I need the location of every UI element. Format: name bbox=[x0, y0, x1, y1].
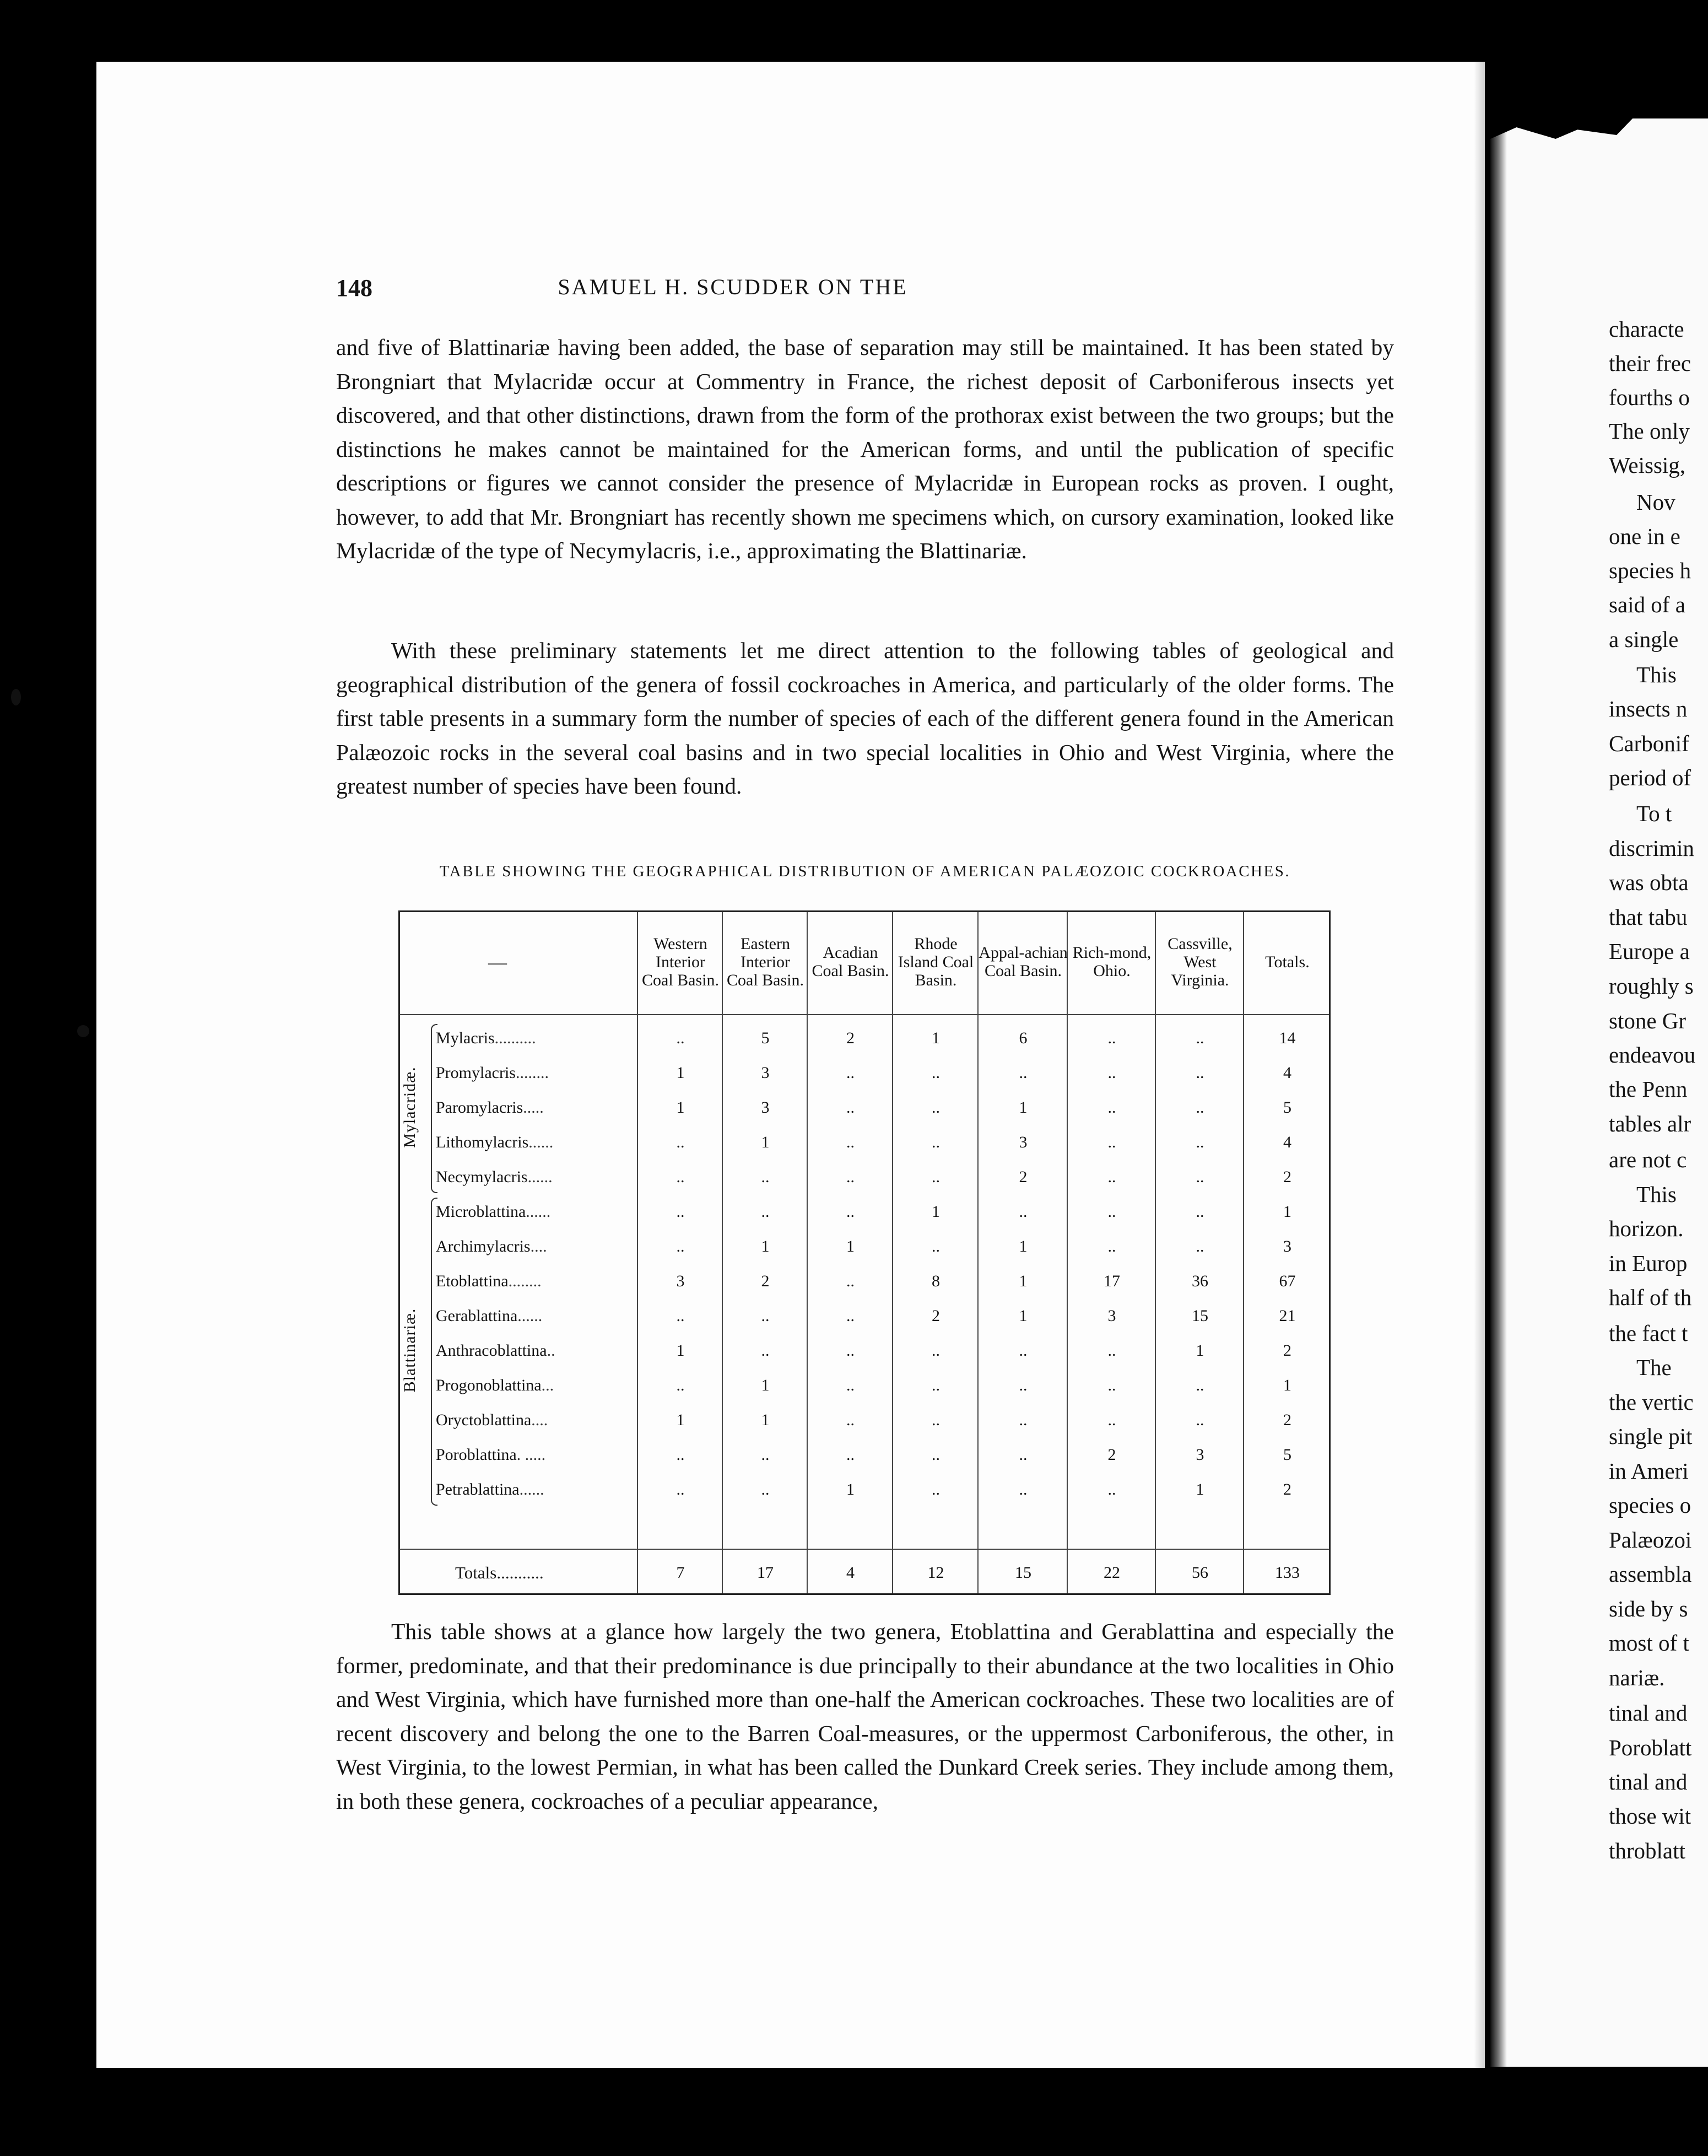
margin-ink-mark bbox=[11, 689, 21, 705]
facing-page-line: in Europ bbox=[1609, 1251, 1688, 1276]
column-header: Acadian Coal Basin. bbox=[812, 944, 889, 980]
facing-page-line: assembla bbox=[1609, 1561, 1692, 1587]
table-cell: .. bbox=[761, 1168, 770, 1186]
paragraph-text: This table shows at a glance how largely the two genera, Etoblattina and Gerablattina and especially the former, predominate, and that their predominance is due principally to their abundance at the two localities in Ohio and West Virginia, which have furnished more than one-half the American cockroaches. These two localities are of recent discovery and belong the one to the Barren Coal-measures, or the uppermost Carboniferous, the other, in West Virginia, to the lowest Permian, in what has been called the Dunkard Creek series. They include among them, in both these genera, cockroaches of a peculiar appearance, bbox=[336, 1619, 1394, 1814]
facing-page-line: side by s bbox=[1609, 1596, 1688, 1621]
paragraph-text: and five of Blattinariæ having been added, the base of separation may still be maintained. It has been stated by Brongniart that Mylacridæ occur at Commentry in France, the richest deposit of Carboniferous insects yet discovered, and that other distinctions, drawn from the form of the prothorax exist between the two groups; but the distinctions he makes cannot be maintained for the American forms, and until the publication of specific descriptions or figures we cannot consider the presence of Mylacridæ in European rocks as proven. I ought, however, to add that Mr. Brongniart has recently shown me specimens which, on cursory examination, looked like Mylacridæ of the type of Necymylacris, i.e., approximating the Blattinariæ. bbox=[336, 335, 1394, 563]
paragraph-text: With these preliminary statements let me direct attention to the following tables of geological and geographical distribution of the genera of fossil cockroaches in America, and particularly of the older forms. The first table presents in a summary form the number of species of each of the different genera found in the American Palæozoic rocks in the several coal basins and in two special localities in Ohio and West Virginia, where the greatest number of species have been found. bbox=[336, 638, 1394, 799]
family-brace bbox=[431, 1024, 437, 1193]
table-cell: 3 bbox=[1196, 1446, 1204, 1464]
genus-name bbox=[436, 1333, 631, 1368]
table-cell: .. bbox=[676, 1237, 685, 1255]
table-cell: 1 bbox=[846, 1237, 855, 1255]
genus-label: Microblattina bbox=[436, 1203, 526, 1221]
table-cell: .. bbox=[761, 1446, 770, 1464]
leader-dots: ...... bbox=[519, 1480, 544, 1499]
table-cell: 1 bbox=[761, 1376, 770, 1394]
table-cell: .. bbox=[932, 1411, 940, 1429]
facing-page-line: half of th bbox=[1609, 1285, 1692, 1310]
table-cell: .. bbox=[846, 1133, 855, 1151]
table-cell: 5 bbox=[1283, 1098, 1291, 1117]
family-brace bbox=[431, 1198, 437, 1506]
table-cell: .. bbox=[932, 1446, 940, 1464]
table-cell: .. bbox=[676, 1376, 685, 1394]
table-row bbox=[400, 1264, 1329, 1298]
table-row bbox=[400, 1437, 1329, 1472]
facing-page-line: the vertic bbox=[1609, 1389, 1694, 1415]
table-cell: 6 bbox=[1019, 1029, 1028, 1047]
facing-page-line: their frec bbox=[1609, 351, 1691, 376]
table-cell: .. bbox=[1196, 1376, 1204, 1394]
table-cell: .. bbox=[1019, 1446, 1028, 1464]
table-cell: 1 bbox=[1283, 1376, 1291, 1394]
facing-page-line: tinal and bbox=[1609, 1769, 1688, 1794]
table-cell: .. bbox=[676, 1446, 685, 1464]
genus-name bbox=[436, 1368, 631, 1403]
table-cell: 1 bbox=[1283, 1203, 1291, 1221]
leader-dots: ...... bbox=[527, 1168, 553, 1186]
genus-name bbox=[436, 1090, 631, 1125]
table-cell: .. bbox=[1019, 1480, 1028, 1499]
facing-page-line: a single bbox=[1609, 627, 1679, 652]
paragraph-1 bbox=[336, 331, 1394, 568]
facing-page-line: The only bbox=[1609, 418, 1690, 444]
table-row bbox=[400, 1333, 1329, 1368]
table-cell: 17 bbox=[1104, 1272, 1120, 1290]
facing-page-line: single pit bbox=[1609, 1424, 1693, 1449]
genus-name bbox=[436, 1264, 631, 1298]
table-cell: 1 bbox=[761, 1237, 770, 1255]
table-cell: .. bbox=[1107, 1133, 1116, 1151]
totals-cell: 22 bbox=[1104, 1564, 1120, 1582]
genus-label: Necymylacris bbox=[436, 1168, 528, 1186]
genus-name bbox=[436, 1160, 631, 1194]
leader-dots: .. bbox=[547, 1341, 555, 1360]
table-cell: 2 bbox=[932, 1307, 940, 1325]
table-row bbox=[400, 1472, 1329, 1507]
genus-label: Etoblattina bbox=[436, 1272, 509, 1290]
table-cell: .. bbox=[761, 1480, 770, 1499]
table-cell: .. bbox=[676, 1168, 685, 1186]
table-cell: 2 bbox=[1283, 1480, 1291, 1499]
genus-label: Gerablattina bbox=[436, 1307, 518, 1325]
facing-page-line: Carbonif bbox=[1609, 731, 1689, 756]
facing-page-line: was obta bbox=[1609, 870, 1689, 895]
facing-page-line: This bbox=[1636, 1182, 1677, 1207]
facing-page-line: said of a bbox=[1609, 592, 1685, 617]
genus-name bbox=[436, 1298, 631, 1333]
totals-cell: 133 bbox=[1275, 1564, 1300, 1582]
facing-page-line: that tabu bbox=[1609, 904, 1688, 930]
table-cell: .. bbox=[1019, 1064, 1028, 1082]
table-cell: 3 bbox=[1283, 1237, 1291, 1255]
table-row bbox=[400, 1125, 1329, 1160]
totals-cell: 15 bbox=[1015, 1564, 1031, 1582]
genus-label: Progonoblattina bbox=[436, 1376, 542, 1394]
table-cell: 36 bbox=[1192, 1272, 1208, 1290]
leader-dots: ........ bbox=[508, 1272, 542, 1290]
page-number: 148 bbox=[336, 274, 372, 301]
genus-label: Anthracoblattina bbox=[436, 1341, 547, 1360]
table-cell: .. bbox=[932, 1480, 940, 1499]
facing-page bbox=[1490, 118, 1708, 2067]
table-cell: 1 bbox=[676, 1341, 685, 1360]
table-cell: 3 bbox=[761, 1064, 770, 1082]
genus-label: Archimylacris bbox=[436, 1237, 531, 1255]
table-cell: 3 bbox=[1019, 1133, 1028, 1151]
genus-name bbox=[436, 1125, 631, 1160]
facing-page-line: the fact t bbox=[1609, 1320, 1688, 1346]
facing-page-line: tinal and bbox=[1609, 1700, 1688, 1726]
distribution-table bbox=[398, 910, 1331, 1595]
table-cell: .. bbox=[932, 1064, 940, 1082]
table-cell: .. bbox=[846, 1098, 855, 1117]
genus-name bbox=[436, 1055, 631, 1090]
margin-ink-mark bbox=[77, 1025, 89, 1037]
facing-page-line: discrimin bbox=[1609, 836, 1694, 861]
totals-cell: 56 bbox=[1192, 1564, 1208, 1582]
column-header: Totals. bbox=[1265, 952, 1310, 971]
genus-label: Mylacris bbox=[436, 1029, 495, 1047]
genus-name bbox=[436, 1437, 631, 1472]
leader-dots: . ..... bbox=[516, 1446, 546, 1464]
table-cell: .. bbox=[761, 1307, 770, 1325]
facing-page-line: species o bbox=[1609, 1492, 1691, 1518]
table-corner-dash: — bbox=[488, 952, 507, 973]
facing-page-line: This bbox=[1636, 662, 1677, 687]
table-cell: .. bbox=[846, 1341, 855, 1360]
table-cell: 1 bbox=[1019, 1237, 1028, 1255]
table-cell: .. bbox=[1107, 1376, 1116, 1394]
table-cell: 1 bbox=[1019, 1307, 1028, 1325]
table-cell: .. bbox=[1107, 1411, 1116, 1429]
table-cell: 1 bbox=[1196, 1480, 1204, 1499]
page-header bbox=[336, 274, 1063, 307]
table-cell: .. bbox=[1107, 1203, 1116, 1221]
table-cell: .. bbox=[1196, 1237, 1204, 1255]
genus-label: Petrablattina bbox=[436, 1480, 520, 1499]
table-cell: 2 bbox=[1283, 1341, 1291, 1360]
totals-cell: 17 bbox=[757, 1564, 774, 1582]
table-cell: 1 bbox=[676, 1411, 685, 1429]
facing-page-line: those wit bbox=[1609, 1803, 1691, 1829]
family-label: Blattinariæ. bbox=[401, 1308, 419, 1392]
facing-page-line: Europe a bbox=[1609, 939, 1690, 964]
column-header: Rhode Island Coal Basin. bbox=[898, 934, 974, 989]
genus-name bbox=[436, 1472, 631, 1507]
table-cell: .. bbox=[1019, 1203, 1028, 1221]
table-row bbox=[400, 1194, 1329, 1229]
totals-label bbox=[455, 1555, 637, 1590]
table-cell: 1 bbox=[932, 1029, 940, 1047]
leader-dots: ........... bbox=[496, 1563, 544, 1582]
table-cell: .. bbox=[761, 1341, 770, 1360]
facing-page-line: characte bbox=[1609, 316, 1684, 342]
table-cell: 3 bbox=[761, 1098, 770, 1117]
facing-page-line: Weissig, bbox=[1609, 452, 1686, 478]
table-cell: .. bbox=[1196, 1029, 1204, 1047]
facing-page-line: Poroblatt bbox=[1609, 1735, 1692, 1760]
genus-label: Paromylacris bbox=[436, 1098, 523, 1117]
page-fold-shadow bbox=[1474, 62, 1485, 2068]
facing-page-line: the Penn bbox=[1609, 1076, 1688, 1102]
table-row bbox=[400, 1055, 1329, 1090]
table-cell: .. bbox=[676, 1029, 685, 1047]
genus-label: Lithomylacris bbox=[436, 1133, 529, 1151]
paragraph-3 bbox=[336, 1615, 1394, 1818]
table-cell: .. bbox=[1196, 1411, 1204, 1429]
table-cell: .. bbox=[846, 1307, 855, 1325]
facing-page-line: endeavou bbox=[1609, 1042, 1696, 1068]
leader-dots: .......... bbox=[494, 1029, 536, 1047]
totals-cell: 7 bbox=[676, 1564, 685, 1582]
family-label: Mylacridæ. bbox=[401, 1066, 419, 1148]
table-cell: 21 bbox=[1279, 1307, 1296, 1325]
facing-page-line: Palæozoi bbox=[1609, 1527, 1692, 1553]
totals-row bbox=[400, 1555, 1329, 1590]
facing-page-line: one in e bbox=[1609, 524, 1680, 549]
facing-page-line: most of t bbox=[1609, 1630, 1689, 1656]
facing-page-line: To t bbox=[1636, 801, 1672, 826]
table-cell: .. bbox=[932, 1341, 940, 1360]
facing-page-line: The bbox=[1636, 1355, 1672, 1380]
table-cell: 2 bbox=[846, 1029, 855, 1047]
table-cell: .. bbox=[846, 1446, 855, 1464]
table-row bbox=[400, 1021, 1329, 1055]
column-header: Cassville, West Virginia. bbox=[1168, 934, 1233, 989]
table-cell: 14 bbox=[1279, 1029, 1296, 1047]
genus-name bbox=[436, 1194, 631, 1229]
genus-label: Poroblattina bbox=[436, 1446, 517, 1464]
table-cell: .. bbox=[932, 1098, 940, 1117]
book-spine-shadow bbox=[1490, 118, 1507, 2067]
facing-page-line: roughly s bbox=[1609, 973, 1694, 999]
leader-dots: ... bbox=[541, 1376, 554, 1394]
table-row bbox=[400, 1403, 1329, 1437]
table-cell: .. bbox=[1107, 1168, 1116, 1186]
running-title: SAMUEL H. SCUDDER ON THE bbox=[558, 274, 908, 299]
facing-page-line: species h bbox=[1609, 558, 1691, 583]
table-cell: 4 bbox=[1283, 1133, 1291, 1151]
table-cell: 1 bbox=[846, 1480, 855, 1499]
table-cell: .. bbox=[1019, 1411, 1028, 1429]
column-header: Western Interior Coal Basin. bbox=[642, 934, 719, 989]
table-cell: 2 bbox=[1283, 1168, 1291, 1186]
leader-dots: .... bbox=[530, 1237, 547, 1255]
table-row bbox=[400, 1229, 1329, 1264]
table-cell: .. bbox=[1196, 1168, 1204, 1186]
facing-page-line: throblatt bbox=[1609, 1838, 1685, 1863]
table-cell: .. bbox=[1107, 1098, 1116, 1117]
totals-cell: 4 bbox=[846, 1564, 855, 1582]
table-cell: 1 bbox=[761, 1411, 770, 1429]
leader-dots: ...... bbox=[528, 1133, 554, 1151]
totals-text: Totals bbox=[455, 1563, 497, 1582]
table-cell: 1 bbox=[1019, 1272, 1028, 1290]
leader-dots: .... bbox=[531, 1411, 548, 1429]
table-cell: .. bbox=[932, 1237, 940, 1255]
table-title: TABLE SHOWING THE GEOGRAPHICAL DISTRIBUTION OF AMERICAN PALÆOZOIC COCKROACHES. bbox=[439, 863, 1291, 880]
genus-label: Oryctoblattina bbox=[436, 1411, 532, 1429]
row-rule bbox=[400, 1014, 1329, 1015]
table-cell: .. bbox=[676, 1480, 685, 1499]
facing-page-line: are not c bbox=[1609, 1147, 1687, 1172]
table-cell: 15 bbox=[1192, 1307, 1208, 1325]
table-cell: .. bbox=[932, 1133, 940, 1151]
column-header: Rich-mond, Ohio. bbox=[1072, 944, 1152, 980]
table-cell: 4 bbox=[1283, 1064, 1291, 1082]
table-row bbox=[400, 1090, 1329, 1125]
table-cell: 2 bbox=[1283, 1411, 1291, 1429]
table-cell: .. bbox=[846, 1064, 855, 1082]
facing-page-line: Nov bbox=[1636, 489, 1675, 515]
table-cell: .. bbox=[1196, 1064, 1204, 1082]
genus-label: Promylacris bbox=[436, 1064, 516, 1082]
table-cell: 1 bbox=[1196, 1341, 1204, 1360]
leader-dots: ...... bbox=[526, 1203, 551, 1221]
table-cell: 1 bbox=[761, 1133, 770, 1151]
table-cell: 3 bbox=[676, 1272, 685, 1290]
table-cell: 1 bbox=[1019, 1098, 1028, 1117]
facing-page-line: stone Gr bbox=[1609, 1008, 1687, 1033]
table-cell: .. bbox=[676, 1307, 685, 1325]
table-cell: .. bbox=[932, 1168, 940, 1186]
column-header: Appal-achian Coal Basin. bbox=[979, 944, 1068, 980]
table-cell: .. bbox=[1196, 1133, 1204, 1151]
table-cell: .. bbox=[932, 1376, 940, 1394]
table-cell: .. bbox=[846, 1272, 855, 1290]
genus-name bbox=[436, 1229, 631, 1264]
table-cell: .. bbox=[1107, 1480, 1116, 1499]
totals-cell: 12 bbox=[927, 1564, 944, 1582]
table-cell: 5 bbox=[761, 1029, 770, 1047]
row-rule bbox=[400, 1549, 1329, 1550]
table-cell: 1 bbox=[676, 1064, 685, 1082]
column-header: Eastern Interior Coal Basin. bbox=[727, 934, 804, 989]
genus-name bbox=[436, 1403, 631, 1437]
table-cell: .. bbox=[1107, 1341, 1116, 1360]
table-cell: .. bbox=[846, 1168, 855, 1186]
table-cell: 2 bbox=[1019, 1168, 1028, 1186]
table-cell: 1 bbox=[676, 1098, 685, 1117]
table-cell: .. bbox=[1107, 1237, 1116, 1255]
table-cell: 1 bbox=[932, 1203, 940, 1221]
table-cell: 3 bbox=[1107, 1307, 1116, 1325]
table-row bbox=[400, 1160, 1329, 1194]
table-cell: .. bbox=[1196, 1203, 1204, 1221]
table-cell: 2 bbox=[761, 1272, 770, 1290]
table-cell: .. bbox=[846, 1203, 855, 1221]
table-cell: .. bbox=[676, 1133, 685, 1151]
table-row bbox=[400, 1298, 1329, 1333]
facing-page-line: insects n bbox=[1609, 696, 1688, 721]
table-cell: 5 bbox=[1283, 1446, 1291, 1464]
facing-page-line: fourths o bbox=[1609, 385, 1690, 410]
table-cell: .. bbox=[846, 1411, 855, 1429]
facing-page-line: in Ameri bbox=[1609, 1458, 1689, 1484]
facing-page-line: nariæ. bbox=[1609, 1665, 1665, 1690]
paragraph-2 bbox=[336, 634, 1394, 804]
facing-page-line: horizon. bbox=[1609, 1216, 1684, 1241]
table-cell: .. bbox=[1107, 1029, 1116, 1047]
facing-page-line: period of bbox=[1609, 765, 1691, 790]
facing-page-line: tables alr bbox=[1609, 1111, 1691, 1136]
table-cell: .. bbox=[1107, 1064, 1116, 1082]
leader-dots: ..... bbox=[523, 1098, 544, 1117]
table-cell: 8 bbox=[932, 1272, 940, 1290]
table-row bbox=[400, 1368, 1329, 1403]
leader-dots: ........ bbox=[515, 1064, 549, 1082]
table-cell: .. bbox=[1019, 1376, 1028, 1394]
table-cell: 2 bbox=[1107, 1446, 1116, 1464]
table-cell: .. bbox=[676, 1203, 685, 1221]
table-cell: 67 bbox=[1279, 1272, 1296, 1290]
table-cell: .. bbox=[1196, 1098, 1204, 1117]
table-cell: .. bbox=[1019, 1341, 1028, 1360]
genus-name bbox=[436, 1021, 631, 1055]
leader-dots: ...... bbox=[517, 1307, 543, 1325]
table-cell: .. bbox=[846, 1376, 855, 1394]
table-cell: .. bbox=[761, 1203, 770, 1221]
